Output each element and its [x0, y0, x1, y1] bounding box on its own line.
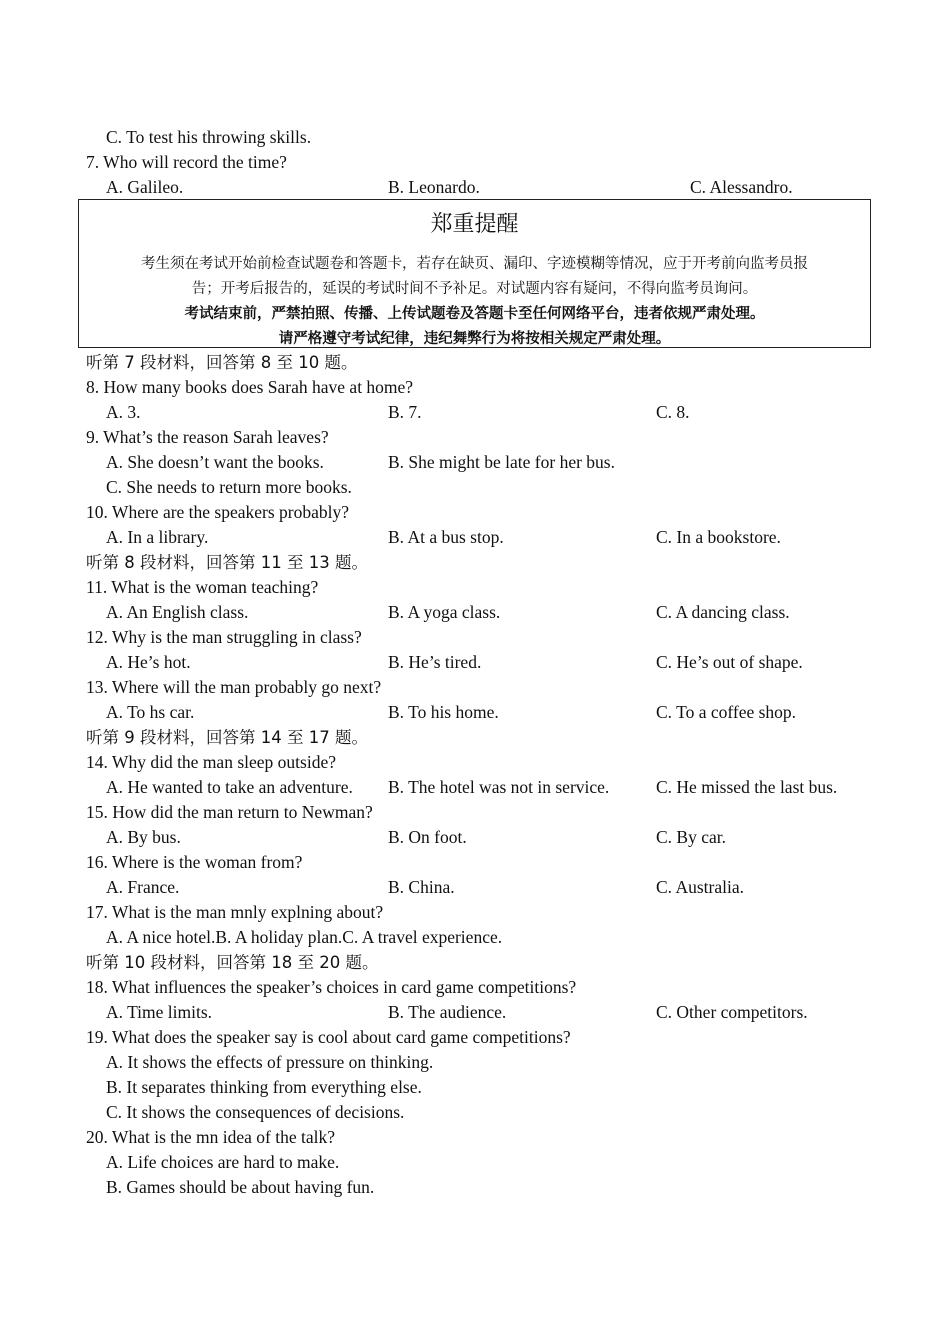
section-9-heading: 听第 9 段材料，回答第 14 至 17 题。: [86, 728, 368, 747]
question-11: 11. What is the woman teaching?: [86, 577, 319, 597]
q7-option-c: C. Alessandro.: [690, 177, 793, 197]
section-10-heading: 听第 10 段材料，回答第 18 至 20 题。: [86, 953, 379, 972]
q14-option-c: C. He missed the last bus.: [656, 777, 838, 797]
q16-option-a: A. France.: [106, 877, 180, 897]
question-14: 14. Why did the man sleep outside?: [86, 752, 336, 772]
question-13: 13. Where will the man probably go next?: [86, 677, 382, 697]
q19-option-c: C. It shows the consequences of decisions.: [106, 1102, 405, 1122]
notice-line-3: 考试结束前，严禁拍照、传播、上传试题卷及答题卡至任何网络平台，违者依规严肃处理。: [184, 306, 765, 322]
q9-option-c: C. She needs to return more books.: [106, 477, 352, 497]
question-19: 19. What does the speaker say is cool about card game competitions?: [86, 1027, 571, 1047]
q10-option-b: B. At a bus stop.: [388, 527, 504, 547]
question-20: 20. What is the mn idea of the talk?: [86, 1127, 335, 1147]
q9-option-b: B. She might be late for her bus.: [388, 452, 615, 472]
question-12: 12. Why is the man struggling in class?: [86, 627, 362, 647]
question-16: 16. Where is the woman from?: [86, 852, 303, 872]
q19-option-a: A. It shows the effects of pressure on thinking.: [106, 1052, 434, 1072]
q12-option-b: B. He’s tired.: [388, 652, 482, 672]
q12-option-c: C. He’s out of shape.: [656, 652, 803, 672]
q15-option-a: A. By bus.: [106, 827, 181, 847]
question-9: 9. What’s the reason Sarah leaves?: [86, 427, 329, 447]
q10-option-c: C. In a bookstore.: [656, 527, 781, 547]
q11-option-c: C. A dancing class.: [656, 602, 790, 622]
q17-options: A. A nice hotel.B. A holiday plan.C. A travel experience.: [106, 927, 503, 947]
q18-option-b: B. The audience.: [388, 1002, 507, 1022]
q8-option-a: A. 3.: [106, 402, 141, 422]
q18-option-a: A. Time limits.: [106, 1002, 213, 1022]
q8-option-c: C. 8.: [656, 402, 690, 422]
q15-option-c: C. By car.: [656, 827, 726, 847]
q7-option-a: A. Galileo.: [106, 177, 184, 197]
q13-option-c: C. To a coffee shop.: [656, 702, 797, 722]
question-18: 18. What influences the speaker’s choices in card game competitions?: [86, 977, 577, 997]
notice-title: 郑重提醒: [430, 212, 519, 237]
question-10: 10. Where are the speakers probably?: [86, 502, 350, 522]
notice-box: [78, 199, 871, 348]
q13-option-b: B. To his home.: [388, 702, 499, 722]
q12-option-a: A. He’s hot.: [106, 652, 191, 672]
section-8-heading: 听第 8 段材料，回答第 11 至 13 题。: [86, 553, 368, 572]
q9-option-a: A. She doesn’t want the books.: [106, 452, 324, 472]
q7-option-b: B. Leonardo.: [388, 177, 480, 197]
q20-option-a: A. Life choices are hard to make.: [106, 1152, 340, 1172]
section-7-heading: 听第 7 段材料，回答第 8 至 10 题。: [86, 353, 358, 372]
q16-option-c: C. Australia.: [656, 877, 744, 897]
q19-option-b: B. It separates thinking from everything else.: [106, 1077, 422, 1097]
q18-option-c: C. Other competitors.: [656, 1002, 808, 1022]
q6-option-c: C. To test his throwing skills.: [106, 127, 312, 147]
notice-body: [89, 252, 860, 352]
question-15: 15. How did the man return to Newman?: [86, 802, 373, 822]
q14-option-b: B. The hotel was not in service.: [388, 777, 610, 797]
q14-option-a: A. He wanted to take an adventure.: [106, 777, 353, 797]
q10-option-a: A. In a library.: [106, 527, 209, 547]
question-7: 7. Who will record the time?: [86, 152, 287, 172]
q11-option-a: A. An English class.: [106, 602, 249, 622]
q8-option-b: B. 7.: [388, 402, 422, 422]
q11-option-b: B. A yoga class.: [388, 602, 501, 622]
notice-line-1: 考生须在考试开始前检查试题卷和答题卡，若存在缺页、漏印、字迹模糊等情况，应于开考前向监考员报: [141, 256, 808, 272]
q20-option-b: B. Games should be about having fun.: [106, 1177, 375, 1197]
notice-line-2: 告；开考后报告的，延误的考试时间不予补足。对试题内容有疑问，不得向监考员询问。: [191, 281, 758, 297]
q15-option-b: B. On foot.: [388, 827, 467, 847]
q16-option-b: B. China.: [388, 877, 455, 897]
q13-option-a: A. To hs car.: [106, 702, 195, 722]
notice-line-4: 请严格遵守考试纪律，违纪舞弊行为将按相关规定严肃处理。: [278, 331, 671, 347]
question-8: 8. How many books does Sarah have at home?: [86, 377, 414, 397]
question-17: 17. What is the man mnly explning about?: [86, 902, 384, 922]
